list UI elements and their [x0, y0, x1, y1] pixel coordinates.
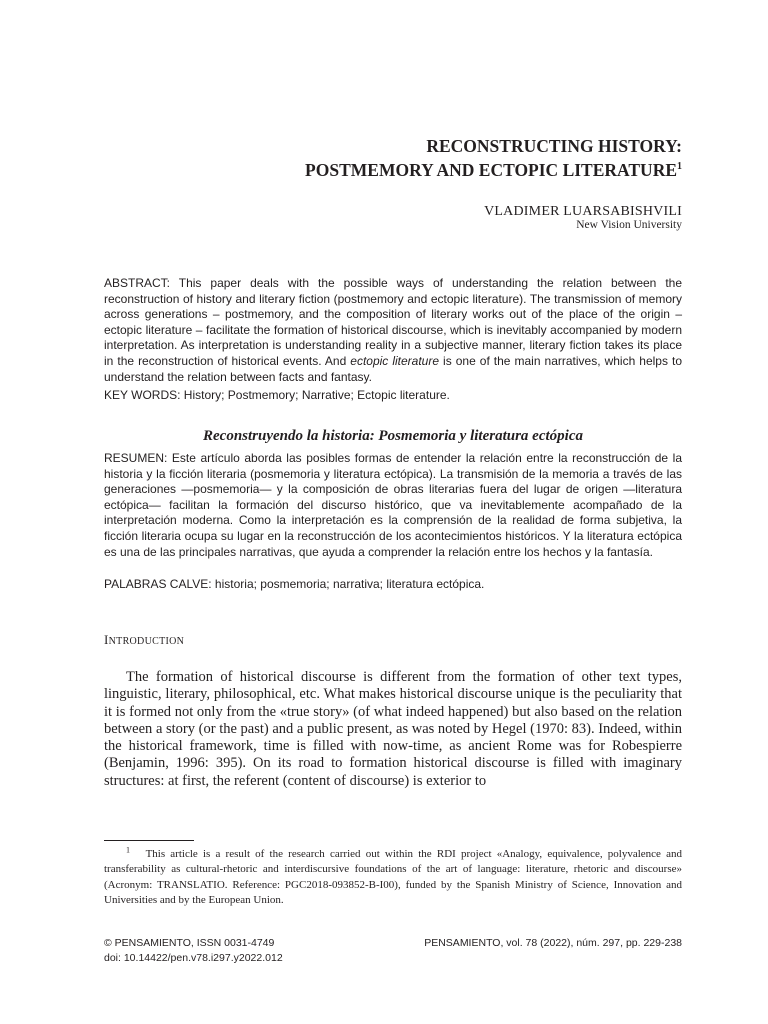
title-line-2-text: POSTMEMORY AND ECTOPIC LITERATURE	[305, 160, 677, 180]
abstract-tail: is one of the main narratives, which helps to understand the relation between facts and fantasy.	[104, 353, 682, 384]
abstract	[104, 276, 682, 385]
footer-doi[interactable]: doi: 10.14422/pen.v78.i297.y2022.012	[104, 952, 283, 964]
abstract-emphasis: ectopic literature	[350, 353, 440, 368]
footnote-mark: 1	[126, 845, 130, 855]
title-footnote-mark[interactable]: 1	[677, 161, 682, 173]
title-line-2	[104, 158, 682, 182]
resumen-text: RESUMEN: Este artículo aborda las posibles formas de entender la relación entre la reconstrucción de la historia y la ficción literaria (posmemoria y literatura ectópica). La transmisión de la memoria a través de las generaciones —posmemoria— y la composición de obras literarias fuera del lugar de origen —literatura ectópica— facilitan la formación del discurso histórico, que va inevitablemente acompañado de la interpretación moderna. Como la interpretación es la comprensión de la realidad de forma subjetiva, la ficción literaria ocupa su lugar en la reconstrucción de los acontecimientos históricos. Y la literatura ectópica es una de las principales narrativas, que ayuda a comprender la relación entre los hechos y la fantasía.	[104, 451, 682, 559]
section-rest: NTRODUCTION	[108, 636, 185, 647]
abstract-lead: ABSTRACT: This paper deals with the possible ways of understanding the relation between the reconstruction of history and literary fiction (postmemory and ectopic literature). The transmission of memory across generations – postmemory, and the composition of literary works out of the place of the origin – ectopic literature – facilitate the formation of historical discourse, which is inevitably accompanied by modern interpretation. As interpretation is understanding reality in a subjective manner, literary fiction takes its place in the reconstruction of historical events. And	[104, 276, 682, 368]
section-heading-introduction	[104, 632, 184, 648]
footer-left	[104, 936, 283, 966]
footnote	[104, 847, 682, 909]
footnote-text: This article is a result of the research carried out within the RDI project «Analogy, equivalence, polyvalence and transferability as cultural-rhetoric and interdiscursive foundations of the art of language: literature, rhetoric and discourse» (Acronym: TRANSLATIO. Reference: PGC2018-093852-B-I00), funded by the Spanish Ministry of Science, Innovation and Universities and by the European Union.	[104, 848, 682, 907]
article-title	[104, 134, 682, 182]
footer-citation: PENSAMIENTO, vol. 78 (2022), núm. 297, pp. 229-238	[424, 937, 682, 949]
author-affiliation: New Vision University	[576, 219, 682, 231]
abstract-keywords: KEY WORDS: History; Postmemory; Narrative; Ectopic literature.	[104, 388, 450, 402]
author-name: VLADIMER LUARSABISHVILI	[484, 204, 682, 219]
footnote-divider	[104, 840, 194, 841]
footer-copyright: © PENSAMIENTO, ISSN 0031-4749	[104, 937, 275, 949]
title-line-1: RECONSTRUCTING HISTORY:	[426, 136, 682, 156]
resumen-keywords: PALABRAS CALVE: historia; posmemoria; narrativa; literatura ectópica.	[104, 577, 485, 591]
resumen-title: Reconstruyendo la historia: Posmemoria y literatura ectópica	[203, 428, 583, 444]
body-paragraph: The formation of historical discourse is different from the formation of other text types, linguistic, literary, philosophical, etc. What makes historical discourse unique is the peculiarity that it is formed not only from the «true story» (of what indeed happened) but also based on the relation between a story (or the past) and a public present, as was noted by Hegel (1970: 83). Indeed, within the historical framework, time is filled with now-time, as ancient Rome was for Robespierre (Benjamin, 1996: 395). On its road to formation historical discourse is filled with imaginary structures: at first, the referent (content of discourse) is exterior to	[104, 669, 682, 789]
section-initial: I	[104, 632, 109, 647]
